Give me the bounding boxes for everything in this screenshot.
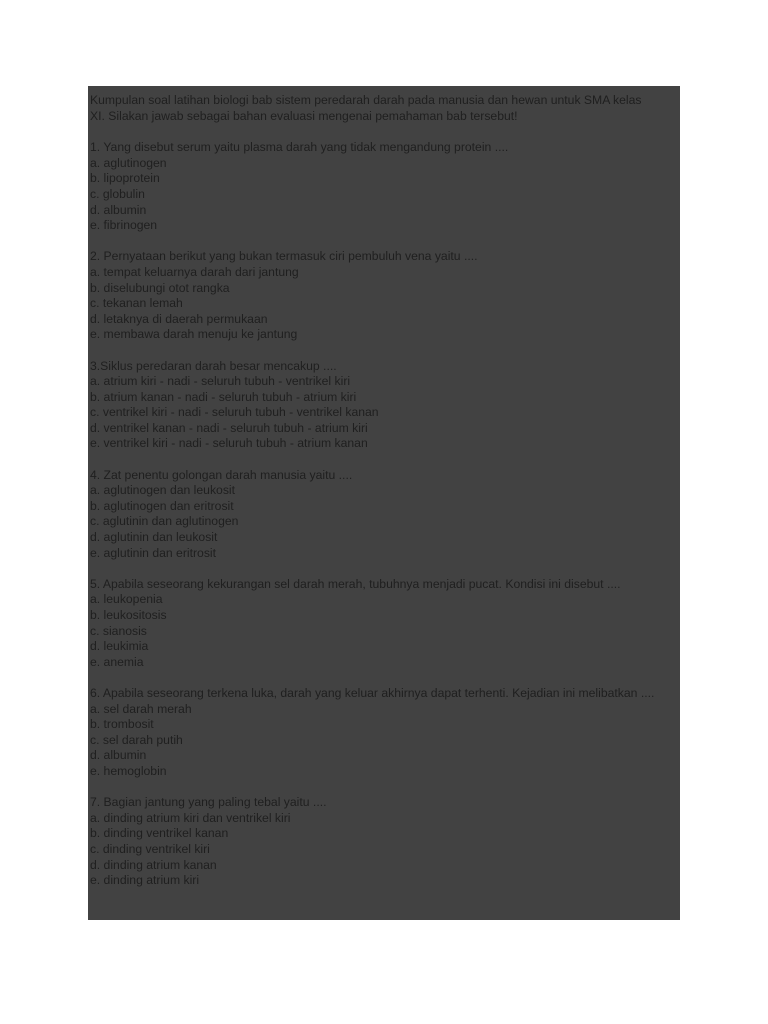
option-c: c. tekanan lemah <box>90 296 183 311</box>
option-d: d. aglutinin dan leukosit <box>90 530 218 545</box>
intro-line-1: Kumpulan soal latihan biologi bab sistem peredarah darah pada manusia dan hewan untuk SMA kelas <box>90 93 642 107</box>
option-c: c. globulin <box>90 186 145 201</box>
option-d: d. dinding atrium kanan <box>90 857 217 872</box>
option-b: b. diselubungi otot rangka <box>90 280 230 295</box>
option-d: d. albumin <box>90 202 147 217</box>
option-d: d. albumin <box>90 748 147 763</box>
question-1 <box>90 140 680 234</box>
option-b: b. dinding ventrikel kanan <box>90 826 229 841</box>
option-b: b. lipoprotein <box>90 171 160 186</box>
document-page <box>88 86 680 920</box>
question-text: 3.Siklus peredaran darah besar mencakup .... <box>90 358 337 373</box>
question-4 <box>90 468 680 562</box>
option-a: a. leukopenia <box>90 592 163 607</box>
question-6 <box>90 686 680 780</box>
option-a: a. aglutinogen <box>90 155 167 170</box>
option-c: c. sel darah putih <box>90 732 183 747</box>
question-text: 2. Pernyataan berikut yang bukan termasuk ciri pembuluh vena yaitu .... <box>90 249 478 264</box>
option-c: c. dinding ventrikel kiri <box>90 841 210 856</box>
question-text: 4. Zat penentu golongan darah manusia yaitu .... <box>90 467 353 482</box>
question-text: 7. Bagian jantung yang paling tebal yaitu .... <box>90 795 327 810</box>
question-2 <box>90 249 680 343</box>
option-a: a. atrium kiri - nadi - seluruh tubuh - ventrikel kiri <box>90 374 351 389</box>
option-e: e. anemia <box>90 654 144 669</box>
question-text: 1. Yang disebut serum yaitu plasma darah yang tidak mengandung protein .... <box>90 140 509 155</box>
option-b: b. atrium kanan - nadi - seluruh tubuh - atrium kiri <box>90 389 357 404</box>
question-5 <box>90 577 680 671</box>
question-text: 5. Apabila seseorang kekurangan sel darah merah, tubuhnya menjadi pucat. Kondisi ini disebut .... <box>90 576 621 591</box>
option-b: b. trombosit <box>90 717 154 732</box>
option-c: c. sianosis <box>90 623 147 638</box>
option-c: c. ventrikel kiri - nadi - seluruh tubuh - ventrikel kanan <box>90 405 379 420</box>
option-e: e. ventrikel kiri - nadi - seluruh tubuh - atrium kanan <box>90 436 368 451</box>
option-e: e. aglutinin dan eritrosit <box>90 545 217 560</box>
option-a: a. tempat keluarnya darah dari jantung <box>90 264 299 279</box>
option-e: e. dinding atrium kiri <box>90 873 200 888</box>
option-e: e. membawa darah menuju ke jantung <box>90 327 298 342</box>
option-d: d. letaknya di daerah permukaan <box>90 311 268 326</box>
option-a: a. dinding atrium kiri dan ventrikel kiri <box>90 810 291 825</box>
option-e: e. fibrinogen <box>90 218 158 233</box>
option-d: d. leukimia <box>90 639 149 654</box>
option-a: a. sel darah merah <box>90 701 192 716</box>
intro-line-2: XI. Silakan jawab sebagai bahan evaluasi mengenai pemahaman bab tersebut! <box>90 108 518 123</box>
question-3 <box>90 359 680 453</box>
question-text: 6. Apabila seseorang terkena luka, darah yang keluar akhirnya dapat terhenti. Kejadian ini melibatkan .... <box>90 685 655 700</box>
intro-paragraph <box>90 93 680 124</box>
option-b: b. aglutinogen dan eritrosit <box>90 498 234 513</box>
question-7 <box>90 795 680 889</box>
option-a: a. aglutinogen dan leukosit <box>90 483 236 498</box>
option-b: b. leukositosis <box>90 608 167 622</box>
option-e: e. hemoglobin <box>90 763 167 778</box>
option-d: d. ventrikel kanan - nadi - seluruh tubuh - atrium kiri <box>90 420 368 435</box>
option-c: c. aglutinin dan aglutinogen <box>90 514 239 529</box>
